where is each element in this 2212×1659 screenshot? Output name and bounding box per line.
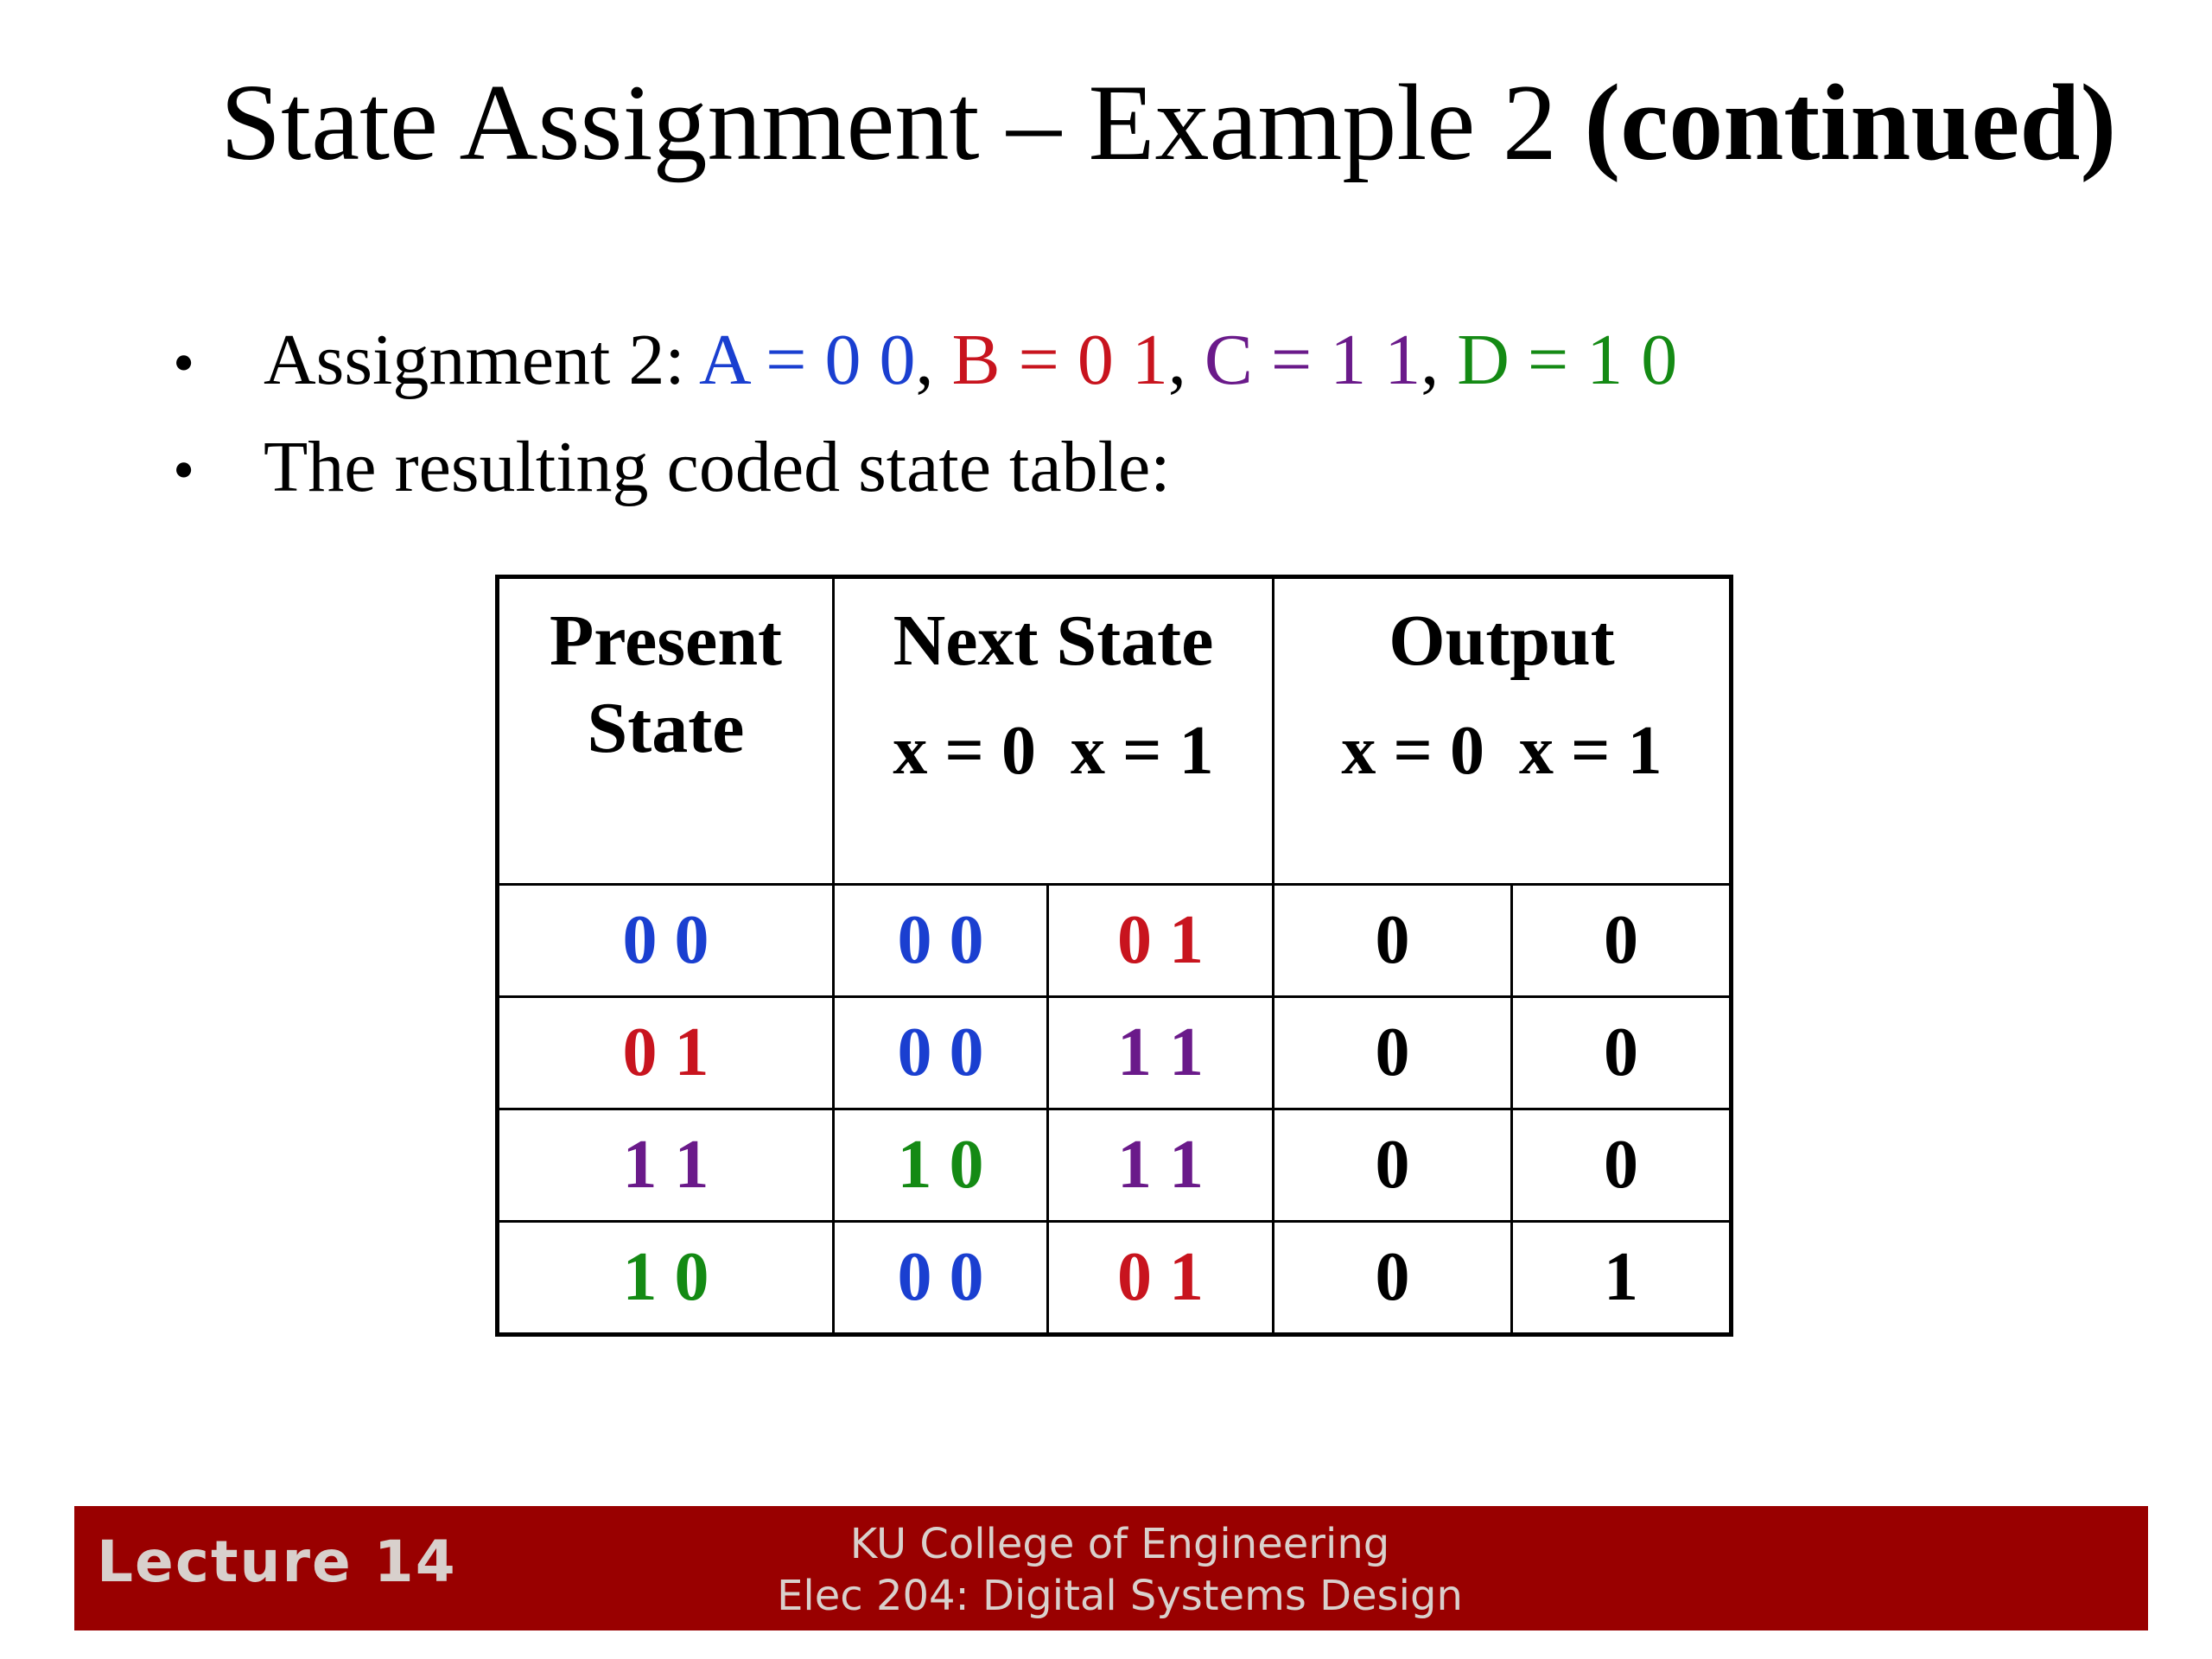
header-next-state-title: Next State	[893, 601, 1214, 681]
header-present-line1: Present	[549, 601, 783, 681]
table-row	[498, 885, 1732, 997]
next-state-x1-cell: 1 1	[1048, 1109, 1274, 1222]
header-output-title: Output	[1389, 601, 1615, 681]
next-state-x0-cell: 0 0	[834, 997, 1048, 1109]
header-next-state	[834, 577, 1274, 885]
bullet-dot-icon: •	[173, 435, 195, 505]
table-header-row	[498, 577, 1732, 885]
present-state-cell: 1 1	[498, 1109, 834, 1222]
coded-state-table	[495, 575, 1733, 1337]
header-present-state	[498, 577, 834, 885]
header-next-state-sub: x = 0 x = 1	[893, 712, 1214, 789]
output-x0-cell: 0	[1274, 1222, 1512, 1335]
output-x1-cell: 0	[1512, 997, 1732, 1109]
comma-1: ,	[915, 320, 952, 400]
header-output-sub: x = 0 x = 1	[1341, 712, 1662, 789]
present-state-cell: 0 1	[498, 997, 834, 1109]
bullet-assignment	[173, 320, 1678, 431]
comma-3: ,	[1421, 320, 1458, 400]
comma-2: ,	[1167, 320, 1205, 400]
bullet-dot-icon: •	[173, 328, 195, 397]
table-row	[498, 1109, 1732, 1222]
bullet-table-intro	[173, 427, 1677, 538]
table-row	[498, 1222, 1732, 1335]
output-x1-cell: 1	[1512, 1222, 1732, 1335]
assignment-label: Assignment 2:	[264, 320, 700, 400]
title-bold: (continued)	[1584, 63, 2117, 183]
assignment-c: C = 1 1	[1204, 320, 1421, 400]
footer-lecture: Lecture 14	[97, 1529, 457, 1595]
footer-course-info	[74, 1518, 2148, 1622]
next-state-x0-cell: 0 0	[834, 885, 1048, 997]
present-state-cell: 0 0	[498, 885, 834, 997]
header-present-line2: State	[587, 687, 745, 768]
next-state-x1-cell: 1 1	[1048, 997, 1274, 1109]
slide-title	[220, 63, 2117, 183]
footer-college: KU College of Engineering	[849, 1520, 1390, 1568]
table-row	[498, 997, 1732, 1109]
bullet-list	[173, 320, 1678, 538]
output-x0-cell: 0	[1274, 885, 1512, 997]
assignment-a: A = 0 0	[699, 320, 916, 400]
next-state-x0-cell: 1 0	[834, 1109, 1048, 1222]
output-x0-cell: 0	[1274, 997, 1512, 1109]
output-x1-cell: 0	[1512, 1109, 1732, 1222]
title-regular: State Assignment – Example 2	[220, 63, 1585, 183]
table-intro-text: The resulting coded state table:	[264, 427, 1171, 507]
assignment-d: D = 1 0	[1457, 320, 1678, 400]
header-output	[1274, 577, 1732, 885]
assignment-b: B = 0 1	[951, 320, 1168, 400]
footer-course: Elec 204: Digital Systems Design	[777, 1572, 1463, 1620]
output-x1-cell: 0	[1512, 885, 1732, 997]
next-state-x1-cell: 0 1	[1048, 1222, 1274, 1335]
next-state-x0-cell: 0 0	[834, 1222, 1048, 1335]
footer-bar	[74, 1506, 2148, 1630]
next-state-x1-cell: 0 1	[1048, 885, 1274, 997]
present-state-cell: 1 0	[498, 1222, 834, 1335]
output-x0-cell: 0	[1274, 1109, 1512, 1222]
